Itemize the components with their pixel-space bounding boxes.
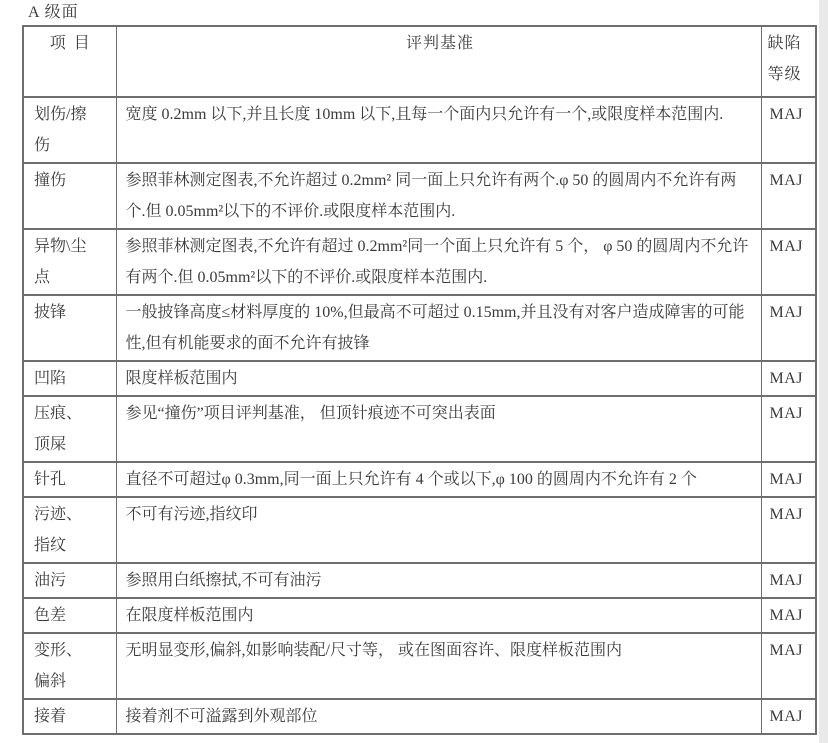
item-cell: 凹陷 [23,361,116,396]
table-row [23,699,816,734]
table-row [23,497,816,563]
criteria-cell: 参见“撞伤”项目评判基准， 但顶针痕迹不可突出表面 [116,396,761,462]
defect-level-cell: MAJ [761,396,816,462]
item-cell: 异物\尘点 [23,229,116,295]
defect-level-cell: MAJ [761,699,816,734]
item-cell: 变形、偏斜 [23,633,116,699]
criteria-cell: 参照菲林测定图表,不允许有超过 0.2mm²同一个面上只允许有 5 个， φ 50 的圆周内不允许有两个.但 0.05mm²以下的不评价.或限度样本范围内. [116,229,761,295]
defect-level-cell: MAJ [761,97,816,163]
criteria-cell: 在限度样板范围内 [116,598,761,633]
criteria-cell: 一般披锋高度≤材料厚度的 10%,但最高不可超过 0.15mm,并且没有对客户造成障害的可能性,但有机能要求的面不允许有披锋 [116,295,761,361]
criteria-cell: 参照用白纸擦拭,不可有油污 [116,563,761,598]
criteria-cell: 不可有污迹,指纹印 [116,497,761,563]
defect-level-cell: MAJ [761,229,816,295]
item-cell: 色差 [23,598,116,633]
column-header-defect-level [761,26,816,97]
criteria-cell: 接着剂不可溢露到外观部位 [116,699,761,734]
table-row [23,598,816,633]
defect-header-line1: 缺陷 [767,35,802,52]
header-row [23,26,816,97]
item-cell: 压痕、顶屎 [23,396,116,462]
table-row [23,163,816,229]
table-row [23,396,816,462]
defect-header-line2: 等级 [767,66,802,83]
defect-level-cell: MAJ [761,163,816,229]
page-title: A 级面 [28,4,79,21]
item-cell: 针孔 [23,462,116,497]
item-cell: 划伤/擦伤 [23,97,116,163]
defect-level-cell: MAJ [761,598,816,633]
item-cell: 披锋 [23,295,116,361]
table-row [23,563,816,598]
table-row [23,361,816,396]
table-row [23,633,816,699]
criteria-table [22,25,817,735]
defect-level-cell: MAJ [761,633,816,699]
scan-edge-shadow [819,0,828,743]
defect-level-cell: MAJ [761,295,816,361]
defect-level-cell: MAJ [761,361,816,396]
criteria-cell: 限度样板范围内 [116,361,761,396]
item-cell: 污迹、指纹 [23,497,116,563]
item-cell: 油污 [23,563,116,598]
criteria-cell: 参照菲林测定图表,不允许超过 0.2mm² 同一面上只允许有两个.φ 50 的圆周内不允许有两个.但 0.05mm²以下的不评价.或限度样本范围内. [116,163,761,229]
table-row [23,97,816,163]
table-row [23,462,816,497]
column-header-criteria: 评判基准 [116,26,761,97]
column-header-item: 项目 [23,26,116,97]
criteria-cell: 宽度 0.2mm 以下,并且长度 10mm 以下,且每一个面内只允许有一个,或限度样本范围内. [116,97,761,163]
criteria-cell: 无明显变形,偏斜,如影响装配/尺寸等， 或在图面容许、限度样板范围内 [116,633,761,699]
defect-level-cell: MAJ [761,462,816,497]
table-row [23,295,816,361]
item-cell: 撞伤 [23,163,116,229]
criteria-cell: 直径不可超过φ 0.3mm,同一面上只允许有 4 个或以下,φ 100 的圆周内不允许有 2 个 [116,462,761,497]
defect-level-cell: MAJ [761,563,816,598]
item-cell: 接着 [23,699,116,734]
defect-level-cell: MAJ [761,497,816,563]
table-row [23,229,816,295]
